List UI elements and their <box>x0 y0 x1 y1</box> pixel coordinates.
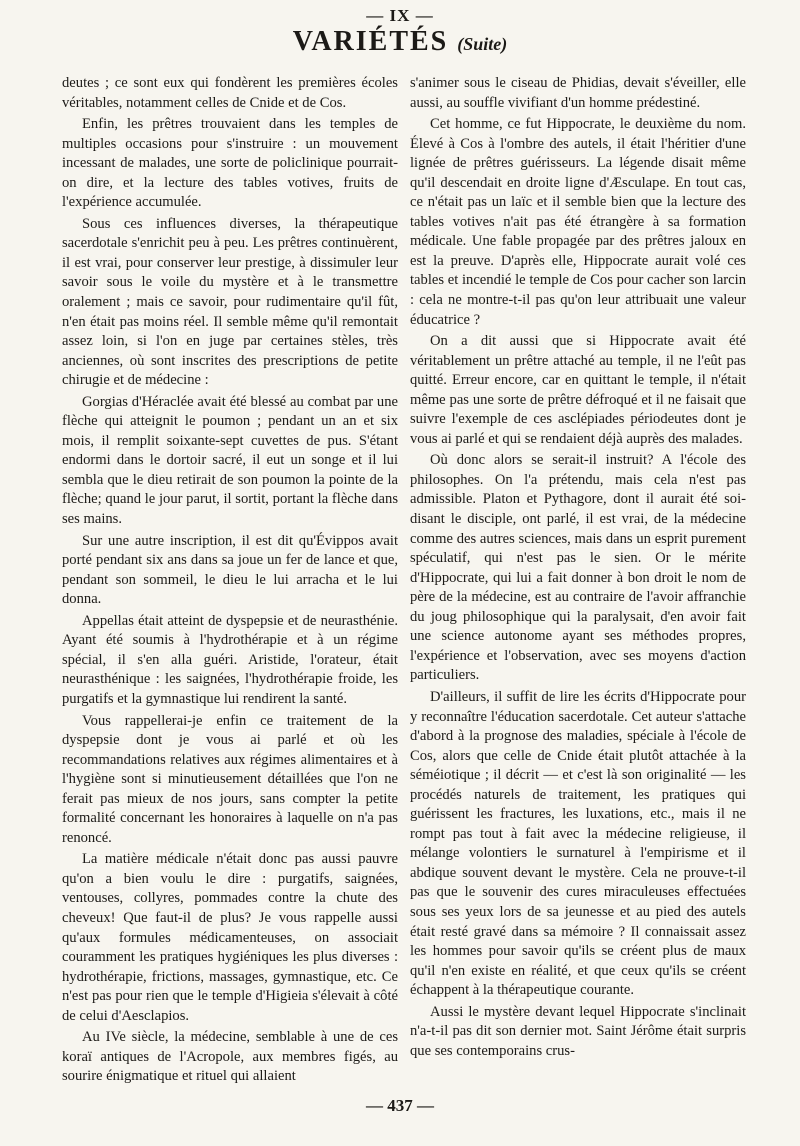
paragraph: D'ailleurs, il suffit de lire les écrits d'Hippocrate pour y reconnaître l'éducation sacerdotale. Cet auteur s'attache d'abord à la prognose des maladies, spéciale à l'école de Cos, alors que celle de Cnide était plutôt attachée à la séméiotique ; il décrit — et c'est là son originalité — les procédés naturels de traitement, les pratiques qui guérissent les fractures, les luxations, etc., mais il ne rompt pas tout à fait avec la médecine religieuse, il mélange volontiers le surnaturel à l'empirisme et il abdique souvent devant le mystère. Cela ne prouve-t-il pas que le souvenir des cures miraculeuses effectuées sous ses yeux lors de sa jeunesse et au pied des autels était resté gravé dans sa mémoire ? Il connaissait assez les hommes pour savoir qu'ils se créent plus de maux qu'il n'en existe en réalité, et que ceux qu'ils se créent échappent à la thérapeutique courante. <box>410 688 746 999</box>
roman-folio: — IX — <box>366 6 434 25</box>
paragraph: Appellas était atteint de dyspepsie et de neurasthénie. Ayant été soumis à l'hydrothérapie et à un régime spécial, il s'en alla guéri. Aristide, l'orateur, était neurasthénique : les saignées, l'hydrothérapie froide, les purgatifs et la gymnastique lui rendirent la santé. <box>62 612 398 707</box>
paragraph: Sous ces influences diverses, la thérapeutique sacerdotale s'enrichit peu à peu. Les prêtres continuèrent, il est vrai, pour conserver leur prestige, à dissimuler leur savoir sous le voile du mystère et à le transmettre oralement ; mais ce savoir, pour rudimentaire qu'il fût, n'en était pas moins réel. Il semble même qu'il remontait assez loin, si l'on en juge par certaines stèles, très anciennes, où sont inscrites des prescriptions de petite chirugie et de médecine : <box>62 215 398 389</box>
paragraph: Aussi le mystère devant lequel Hippocrate s'inclinait n'a-t-il pas dit son dernier mot. Saint Jérôme était surpris que ses contemporains crus- <box>410 1003 746 1059</box>
paragraph: Sur une autre inscription, il est dit qu'Évippos avait porté pendant six ans dans sa joue un fer de lance et que, pendant son sommeil, le dieu le lui arracha et le lui donna. <box>62 532 398 608</box>
paragraph: deutes ; ce sont eux qui fondèrent les premières écoles véritables, notamment celles de Cnide et de Cos. <box>62 75 398 111</box>
paragraph: Au IVe siècle, la médecine, semblable à une de ces koraï antiques de l'Acropole, aux membres figés, au sourire énigmatique et rituel qui allaient <box>62 1029 398 1085</box>
paragraph: s'animer sous le ciseau de Phidias, devait s'éveiller, elle aussi, au souffle vivifiant d'un homme prédestiné. <box>410 75 746 111</box>
section-title-main: VARIÉTÉS <box>292 26 449 57</box>
section-title-suffix: (Suite) <box>457 34 508 54</box>
left-column <box>62 74 398 1087</box>
page-number: — 437 — <box>366 1096 434 1115</box>
paragraph: La matière médicale n'était donc pas aussi pauvre qu'on a bien voulu le dire : purgatifs, saignées, ventouses, collyres, pommades contre la chute des cheveux! Que faut-il de plus? Je vous rappelle aussi qu'aux formules médicamenteuses, on associait couramment les pratiques hygiéniques les plus diverses : hydrothérapie, frictions, massages, gymnastique, etc. Ce n'est pas pour rien que le temple d'Higieia s'élevait à côté de celui d'Aesclapios. <box>62 851 398 1024</box>
right-column <box>410 74 746 1061</box>
paragraph: Enfin, les prêtres trouvaient dans les temples de multiples occasions pour s'instruire : un mouvement incessant de malades, une sorte de policlinique pourrait-on dire, et la lecture des tables votives, fruits de l'expérience accumulée. <box>62 116 398 211</box>
paragraph: Cet homme, ce fut Hippocrate, le deuxième du nom. Élevé à Cos à l'ombre des autels, il était l'héritier d'une lignée de prêtres guérisseurs. La légende disait même qu'il descendait en droite ligne d'Æsculape. En tout cas, ce n'était pas un laïc et il semble bien que la lecture des tables votives n'ait pas été étrangère à sa formation médicale. Une fable propagée par des prêtres jaloux en est la preuve. D'après elle, Hippocrate aurait volé ces tables et incendié le temple de Cos pour cacher son larcin : cela ne montre-t-il pas qu'on leur attribuait une valeur éducatrice ? <box>410 116 746 328</box>
section-title <box>0 26 800 58</box>
paragraph: Où donc alors se serait-il instruit? A l'école des philosophes. On l'a prétendu, mais cela n'est pas admissible. Platon et Pythagore, dont il aurait été soi-disant le disciple, ont parlé, il est vrai, de la médecine comme des autres sciences, mais dans un esprit purement spéculatif, qui n'est pas le sien. Or le mérite d'Hippocrate, qui lui a fait donner à bon droit le nom de père de la médecine, est au contraire de l'avoir affranchie du joug philosophique qui la paralysait, d'en avoir fait une science autonome ayant ses méthodes propres, l'expérience et l'observation, avec ses moyens d'action particuliers. <box>410 452 746 684</box>
paragraph: Vous rappellerai-je enfin ce traitement de la dyspepsie dont je vous ai parlé et où les recommandations relatives aux régimes alimentaires et à l'hygiène sont si minutieusement détaillées que l'on ne ferait pas mieux de nos jours, sans compter la petite formalité concernant les honoraires à laquelle on n'a pas renoncé. <box>62 712 398 846</box>
paragraph: Gorgias d'Héraclée avait été blessé au combat par une flèche qui atteignit le poumon ; pendant un an et six mois, il remplit soixante-sept cuvettes de pus. S'étant endormi dans le dortoir sacré, il eut un songe et il lui sembla que le dieu retirait de son poumon la pointe de la flèche; quand le jour parut, il sortit, portant la flèche dans ses mains. <box>62 393 398 528</box>
paragraph: On a dit aussi que si Hippocrate avait été véritablement un prêtre attaché au temple, il ne l'eût pas quitté. Erreur encore, car en quittant le temple, il n'était même pas une sorte de prêtre défroqué et il ne faisait que suivre l'exemple de ces asclépiades périodeutes dont je vous ai parlé et qui se rendaient déjà auprès des malades. <box>410 333 746 447</box>
